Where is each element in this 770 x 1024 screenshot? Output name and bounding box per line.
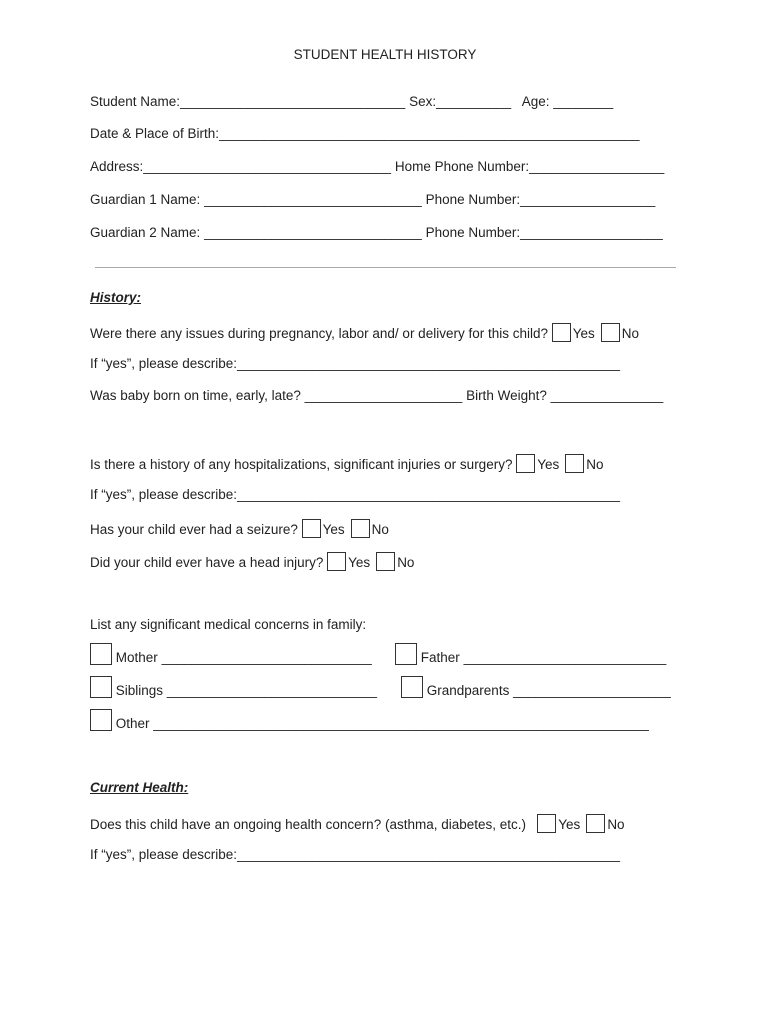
mother-checkbox[interactable] <box>90 643 112 665</box>
describe3-field[interactable]: ___________________________________________________ <box>237 847 620 862</box>
other-label: Other <box>115 716 150 731</box>
no-label: No <box>607 817 625 832</box>
hospital-question-row <box>90 454 610 473</box>
seizure-question-row <box>90 519 395 538</box>
head-injury-question: Did your child ever have a head injury? <box>90 555 324 570</box>
other-field[interactable]: __________________________________________________________________ <box>153 716 649 731</box>
sex-label: Sex: <box>409 94 437 109</box>
history-heading: History: <box>90 290 142 305</box>
father-field[interactable]: ___________________________ <box>463 650 667 665</box>
guardian2-phone-field[interactable]: ___________________ <box>520 225 663 240</box>
ongoing-question-row <box>90 814 631 833</box>
hospital-question: Is there a history of any hospitalizations, significant injuries or surgery? <box>90 457 513 472</box>
yes-label: Yes <box>348 555 371 570</box>
seizure-question: Has your child ever had a seizure? <box>90 522 298 537</box>
describe1-label: If “yes”, please describe: <box>90 356 238 371</box>
pregnancy-question: Were there any issues during pregnancy, labor and/ or delivery for this child? <box>90 326 548 341</box>
pregnancy-no-checkbox[interactable] <box>601 323 620 342</box>
guardian2-field[interactable]: _____________________________ <box>204 225 422 240</box>
guardian2-phone-label: Phone Number: <box>425 225 521 240</box>
birth-row <box>90 388 663 404</box>
no-label: No <box>586 457 604 472</box>
describe1-row <box>90 356 620 372</box>
hospital-yes-checkbox[interactable] <box>516 454 535 473</box>
guardian1-label: Guardian 1 Name: <box>90 192 201 207</box>
describe2-field[interactable]: ___________________________________________________ <box>237 487 620 502</box>
sex-field[interactable]: __________ <box>436 94 512 109</box>
student-name-label: Student Name: <box>90 94 181 109</box>
yes-label: Yes <box>537 457 560 472</box>
siblings-field[interactable]: ____________________________ <box>166 683 378 698</box>
guardian1-phone-field[interactable]: __________________ <box>520 192 656 207</box>
home-phone-field[interactable]: __________________ <box>529 159 665 174</box>
guardian1-field[interactable]: _____________________________ <box>204 192 422 207</box>
siblings-row <box>90 676 377 699</box>
student-name-field[interactable]: ______________________________ <box>180 94 406 109</box>
form-title: STUDENT HEALTH HISTORY <box>293 47 477 62</box>
family-prompt: List any significant medical concerns in family: <box>90 617 367 632</box>
describe2-row <box>90 487 620 503</box>
head-injury-no-checkbox[interactable] <box>376 552 395 571</box>
address-field[interactable]: _________________________________ <box>143 159 392 174</box>
birth-weight-field[interactable]: _______________ <box>550 388 664 403</box>
student-info-row <box>90 94 613 110</box>
hospital-no-checkbox[interactable] <box>565 454 584 473</box>
siblings-checkbox[interactable] <box>90 676 112 698</box>
father-checkbox[interactable] <box>395 643 417 665</box>
other-row <box>90 709 649 732</box>
no-label: No <box>621 326 640 341</box>
father-label: Father <box>420 650 460 665</box>
ongoing-yes-checkbox[interactable] <box>537 814 556 833</box>
mother-field[interactable]: ____________________________ <box>161 650 372 665</box>
dob-row <box>90 126 640 142</box>
dob-field[interactable]: ________________________________________________________ <box>219 126 640 141</box>
pregnancy-question-row <box>90 323 645 342</box>
no-label: No <box>397 555 415 570</box>
birth-weight-label: Birth Weight? <box>466 388 547 403</box>
guardian1-row <box>90 192 655 208</box>
age-label: Age: <box>521 94 550 109</box>
mother-row <box>90 643 372 666</box>
address-label: Address: <box>90 159 144 174</box>
section-divider <box>95 267 676 268</box>
seizure-yes-checkbox[interactable] <box>302 519 321 538</box>
current-health-heading: Current Health: <box>90 780 189 795</box>
guardian2-row <box>90 225 663 241</box>
grandparents-field[interactable]: _____________________ <box>513 683 671 698</box>
pregnancy-yes-checkbox[interactable] <box>552 323 571 342</box>
describe3-row <box>90 847 620 863</box>
ongoing-question: Does this child have an ongoing health concern? (asthma, diabetes, etc.) <box>90 817 527 832</box>
mother-label: Mother <box>115 650 158 665</box>
born-on-time-field[interactable]: _____________________ <box>304 388 463 403</box>
grandparents-row <box>401 676 671 699</box>
describe3-label: If “yes”, please describe: <box>90 847 238 862</box>
age-field[interactable]: ________ <box>553 94 614 109</box>
address-row <box>90 159 664 175</box>
seizure-no-checkbox[interactable] <box>351 519 370 538</box>
describe2-label: If “yes”, please describe: <box>90 487 238 502</box>
dob-label: Date & Place of Birth: <box>90 126 220 141</box>
born-on-time-label: Was baby born on time, early, late? <box>90 388 301 403</box>
father-row <box>395 643 666 666</box>
guardian1-phone-label: Phone Number: <box>425 192 521 207</box>
ongoing-no-checkbox[interactable] <box>586 814 605 833</box>
siblings-label: Siblings <box>115 683 164 698</box>
no-label: No <box>371 522 389 537</box>
describe1-field[interactable]: ___________________________________________________ <box>237 356 620 371</box>
yes-label: Yes <box>572 326 595 341</box>
home-phone-label: Home Phone Number: <box>394 159 530 174</box>
yes-label: Yes <box>322 522 345 537</box>
yes-label: Yes <box>558 817 581 832</box>
other-checkbox[interactable] <box>90 709 112 731</box>
guardian2-label: Guardian 2 Name: <box>90 225 201 240</box>
head-injury-yes-checkbox[interactable] <box>327 552 346 571</box>
grandparents-label: Grandparents <box>426 683 510 698</box>
head-injury-question-row <box>90 552 420 571</box>
grandparents-checkbox[interactable] <box>401 676 423 698</box>
